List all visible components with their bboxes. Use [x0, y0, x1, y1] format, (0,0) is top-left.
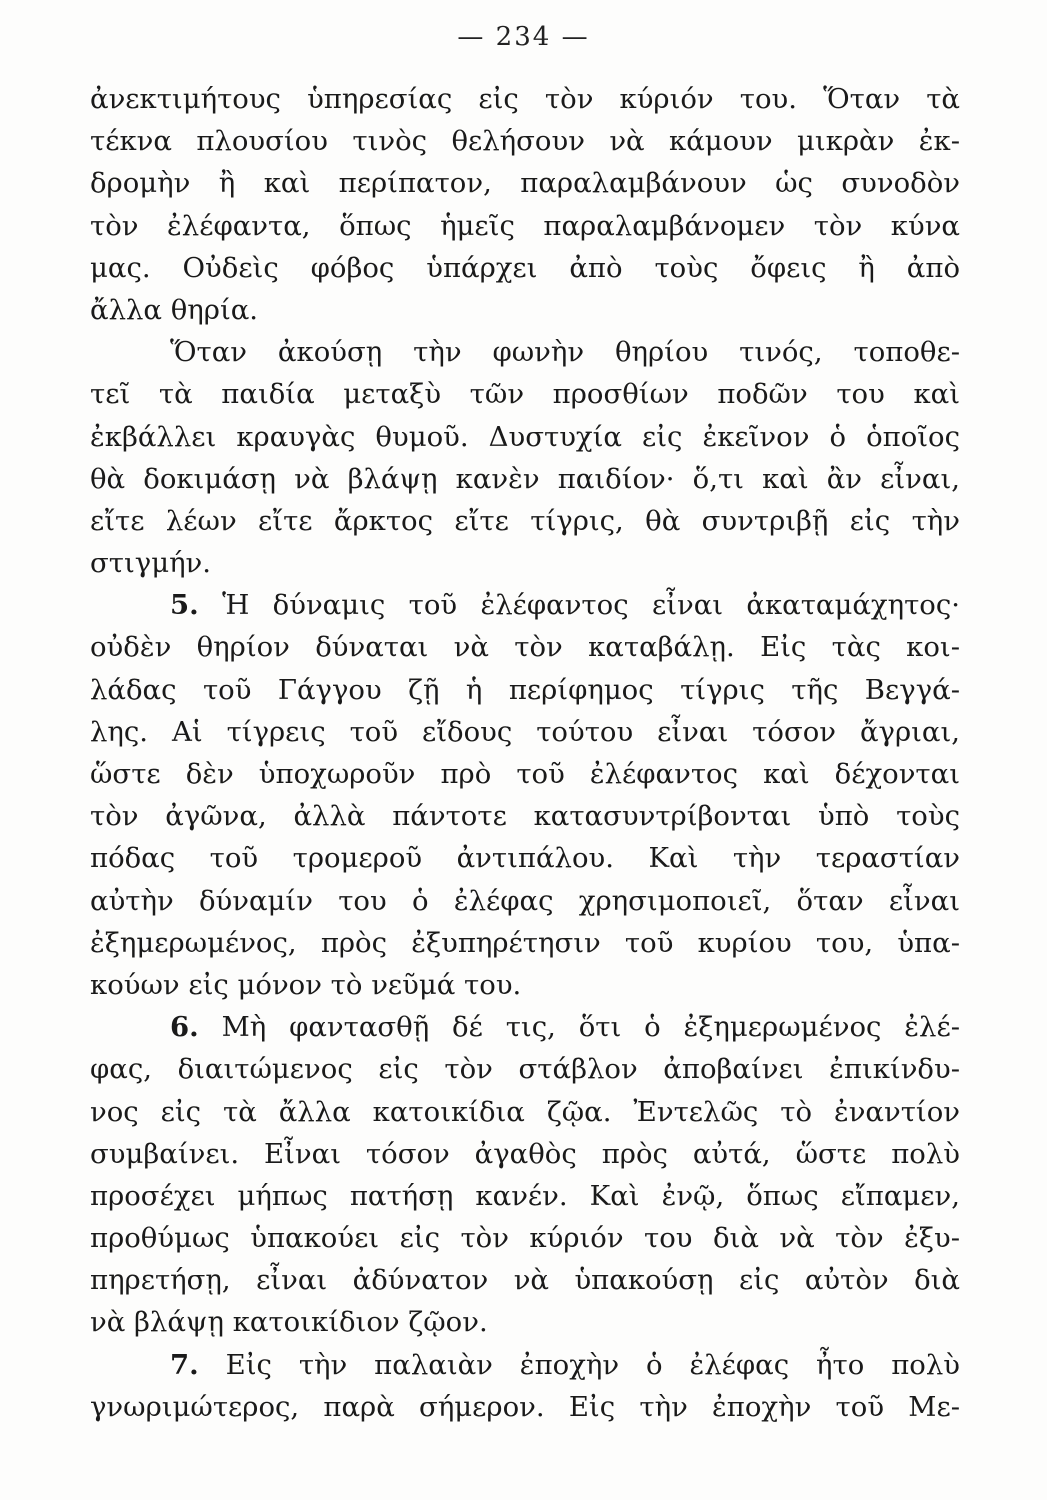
text-line: τὸν ἐλέφαντα, ὅπως ἡμεῖς παραλαμβάνομεν τὸν κύνα: [90, 209, 960, 242]
numbered-paragraph-start: [90, 1006, 960, 1048]
body-text: [90, 78, 960, 1428]
text-line: τὸν ἀγῶνα, ἀλλὰ πάντοτε κατασυντρίβονται ὑπὸ τοὺς: [90, 800, 960, 833]
text-line: πόδας τοῦ τρομεροῦ ἀντιπάλου. Καὶ τὴν τεραστίαν: [90, 842, 960, 875]
text-line: προσέχει μήπως πατήσῃ κανέν. Καὶ ἐνῷ, ὅπως εἴπαμεν,: [90, 1179, 960, 1212]
text-line: Εἰς τὴν παλαιὰν ἐποχὴν ὁ ἐλέφας ἦτο πολὺ: [225, 1348, 960, 1381]
text-line: ἐξημερωμένος, πρὸς ἐξυπηρέτησιν τοῦ κυρίου του, ὑπα-: [90, 926, 960, 959]
text-line: συμβαίνει. Εἶναι τόσον ἀγαθὸς πρὸς αὐτά, ὥστε πολὺ: [90, 1137, 960, 1170]
text-line: στιγμήν.: [90, 547, 212, 580]
text-line: εἴτε λέων εἴτε ἄρκτος εἴτε τίγρις, θὰ συντριβῇ εἰς τὴν: [90, 504, 960, 537]
paragraph-number: 6.: [170, 1011, 199, 1044]
text-line: ἐκβάλλει κραυγὰς θυμοῦ. Δυστυχία εἰς ἐκεῖνον ὁ ὁποῖος: [90, 420, 960, 453]
text-line: ἀνεκτιμήτους ὑπηρεσίας εἰς τὸν κύριόν του. Ὅταν τὰ: [90, 83, 960, 115]
text-line: λάδας τοῦ Γάγγου ζῇ ἡ περίφημος τίγρις τῆς Βεγγά-: [90, 673, 960, 706]
text-line: ὥστε δὲν ὑποχωροῦν πρὸ τοῦ ἐλέφαντος καὶ δέχονται: [90, 758, 960, 790]
text-line: προθύμως ὑπακούει εἰς τὸν κύριόν του διὰ νὰ τὸν ἐξυ-: [90, 1222, 960, 1255]
paragraph-number: 5.: [170, 589, 199, 622]
text-line: Ἡ δύναμις τοῦ ἐλέφαντος εἶναι ἀκαταμάχητος·: [222, 589, 960, 622]
text-line: πηρετήσῃ, εἶναι ἀδύνατον νὰ ὑπακούσῃ εἰς αὐτὸν διὰ: [90, 1264, 960, 1297]
numbered-paragraph-start: [90, 1344, 960, 1386]
text-line: Μὴ φαντασθῇ δέ τις, ὅτι ὁ ἐξημερωμένος ἐλέ-: [221, 1011, 960, 1044]
text-line: κούων εἰς μόνον τὸ νεῦμά του.: [90, 968, 522, 1001]
text-line: γνωριμώτερος, παρὰ σήμερον. Εἰς τὴν ἐποχὴν τοῦ Με-: [90, 1390, 960, 1423]
text-line: νος εἰς τὰ ἄλλα κατοικίδια ζῷα. Ἐντελῶς τὸ ἐναντίον: [90, 1095, 960, 1128]
text-line: δρομὴν ἢ καὶ περίπατον, παραλαμβάνουν ὡς συνοδὸν: [90, 167, 960, 200]
text-line: τεῖ τὰ παιδία μεταξὺ τῶν προσθίων ποδῶν του καὶ: [90, 378, 960, 411]
text-line: μας. Οὐδεὶς φόβος ὑπάρχει ἀπὸ τοὺς ὄφεις ἢ ἀπὸ: [90, 251, 960, 284]
text-line: φας, διαιτώμενος εἰς τὸν στάβλον ἀποβαίνει ἐπικίνδυ-: [90, 1053, 960, 1086]
text-line: Ὅταν ἀκούσῃ τὴν φωνὴν θηρίου τινός, τοποθε-: [170, 336, 960, 369]
text-line: ἄλλα θηρία.: [90, 293, 259, 326]
page-number: — 234 —: [457, 22, 590, 52]
paragraph-number: 7.: [170, 1348, 199, 1381]
text-line: λης. Αἱ τίγρεις τοῦ εἴδους τούτου εἶναι τόσον ἄγριαι,: [90, 715, 960, 748]
text-line: αὐτὴν δύναμίν του ὁ ἐλέφας χρησιμοποιεῖ, ὅταν εἶναι: [90, 884, 960, 917]
text-line: οὐδὲν θηρίον δύναται νὰ τὸν καταβάλῃ. Εἰς τὰς κοι-: [90, 631, 960, 664]
text-line: θὰ δοκιμάσῃ νὰ βλάψῃ κανὲν παιδίον· ὅ,τι καὶ ἂν εἶναι,: [90, 462, 960, 495]
text-line: τέκνα πλουσίου τινὸς θελήσουν νὰ κάμουν μικρὰν ἐκ-: [90, 125, 960, 158]
text-line: νὰ βλάψῃ κατοικίδιον ζῷον.: [90, 1306, 488, 1339]
numbered-paragraph-start: [90, 584, 960, 626]
